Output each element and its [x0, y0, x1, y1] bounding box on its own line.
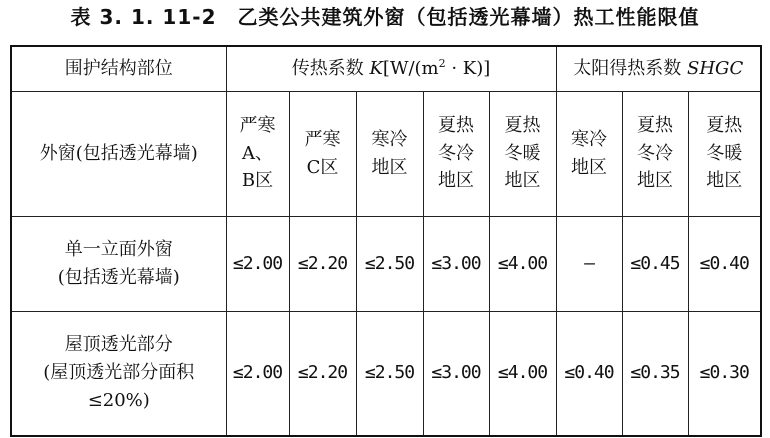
- table-row: [11, 216, 761, 311]
- zone-line: 地区: [706, 170, 743, 192]
- zone-line: 严寒: [304, 128, 341, 150]
- zone-cell-k1: [226, 91, 289, 216]
- zone-line: 严寒: [239, 114, 276, 136]
- zone-cell-s3: [688, 91, 761, 216]
- zone-line: A、: [242, 142, 273, 164]
- shgc-prefix: 太阳得热系数: [573, 57, 688, 79]
- zone-line: 冬暖: [706, 142, 743, 164]
- row-label-line: (屋顶透光部分面积: [43, 362, 195, 384]
- zone-line: 地区: [504, 170, 541, 192]
- row-label-line: (包括透光幕墙): [57, 266, 180, 288]
- value-cell: ≤0.40: [688, 216, 761, 311]
- zone-line: 夏热: [637, 114, 674, 136]
- zone-line: 寒冷: [371, 128, 408, 150]
- row-label-cell: [11, 311, 226, 436]
- table-row: [11, 311, 761, 436]
- header-part-label: 围护结构部位: [64, 57, 173, 79]
- value-cell: ≤3.00: [423, 311, 489, 436]
- zone-line: 冬冷: [438, 142, 474, 164]
- k-unit-sup: 2: [438, 56, 446, 70]
- zone-cell-k5: [489, 91, 556, 216]
- header-row: [11, 46, 761, 91]
- row-label-line: 屋顶透光部分: [64, 334, 173, 356]
- value-cell: ≤0.35: [622, 311, 688, 436]
- value-cell: ≤2.50: [356, 216, 423, 311]
- header-shgc-cell: [556, 46, 761, 91]
- zone-row: [11, 91, 761, 216]
- zone-line: B区: [241, 170, 274, 192]
- value-cell: ≤2.00: [226, 216, 289, 311]
- zone-line: C区: [306, 156, 339, 178]
- row-label-cell: [11, 216, 226, 311]
- zone-line: 冬冷: [637, 142, 674, 164]
- zone-cell-s2: [622, 91, 688, 216]
- value-cell: ≤2.20: [289, 216, 356, 311]
- k-prefix: 传热系数: [291, 57, 370, 79]
- zone-cell-k2: [289, 91, 356, 216]
- zone-line: 夏热: [504, 114, 541, 136]
- zone-cell-k4: [423, 91, 489, 216]
- zone-line: 地区: [371, 156, 408, 178]
- value-cell: ≤2.00: [226, 311, 289, 436]
- row-label-line: ≤20%): [87, 390, 150, 412]
- thermal-performance-table: [10, 45, 762, 437]
- k-unit-a: [W/(m: [382, 57, 439, 79]
- k-symbol: K: [369, 57, 383, 79]
- value-cell: ≤3.00: [423, 216, 489, 311]
- row-part-label: 外窗(包括透光幕墙): [39, 142, 198, 164]
- value-cell: ≤4.00: [489, 311, 556, 436]
- zone-line: 地区: [637, 170, 674, 192]
- row-part-cell: [11, 91, 226, 216]
- zone-line: 夏热: [438, 114, 474, 136]
- shgc-symbol: SHGC: [687, 57, 744, 79]
- zone-line: 地区: [438, 170, 474, 192]
- zone-line: 夏热: [706, 114, 743, 136]
- value-cell: ≤4.00: [489, 216, 556, 311]
- zone-cell-s1: [556, 91, 622, 216]
- table-title: 表 3. 1. 11-2 乙类公共建筑外窗（包括透光幕墙）热工性能限值: [70, 5, 700, 29]
- value-cell: ≤0.30: [688, 311, 761, 436]
- zone-line: 地区: [571, 156, 608, 178]
- k-unit-b: · K)]: [445, 57, 491, 79]
- header-k-cell: [226, 46, 556, 91]
- value-cell: ≤2.50: [356, 311, 423, 436]
- value-cell: ≤0.40: [556, 311, 622, 436]
- header-part-cell: [11, 46, 226, 91]
- zone-cell-k3: [356, 91, 423, 216]
- zone-line: 冬暖: [504, 142, 541, 164]
- value-cell: ≤2.20: [289, 311, 356, 436]
- row-label-line: 单一立面外窗: [64, 238, 173, 260]
- value-cell: ≤0.45: [622, 216, 688, 311]
- value-cell: —: [556, 216, 622, 311]
- zone-line: 寒冷: [571, 128, 608, 150]
